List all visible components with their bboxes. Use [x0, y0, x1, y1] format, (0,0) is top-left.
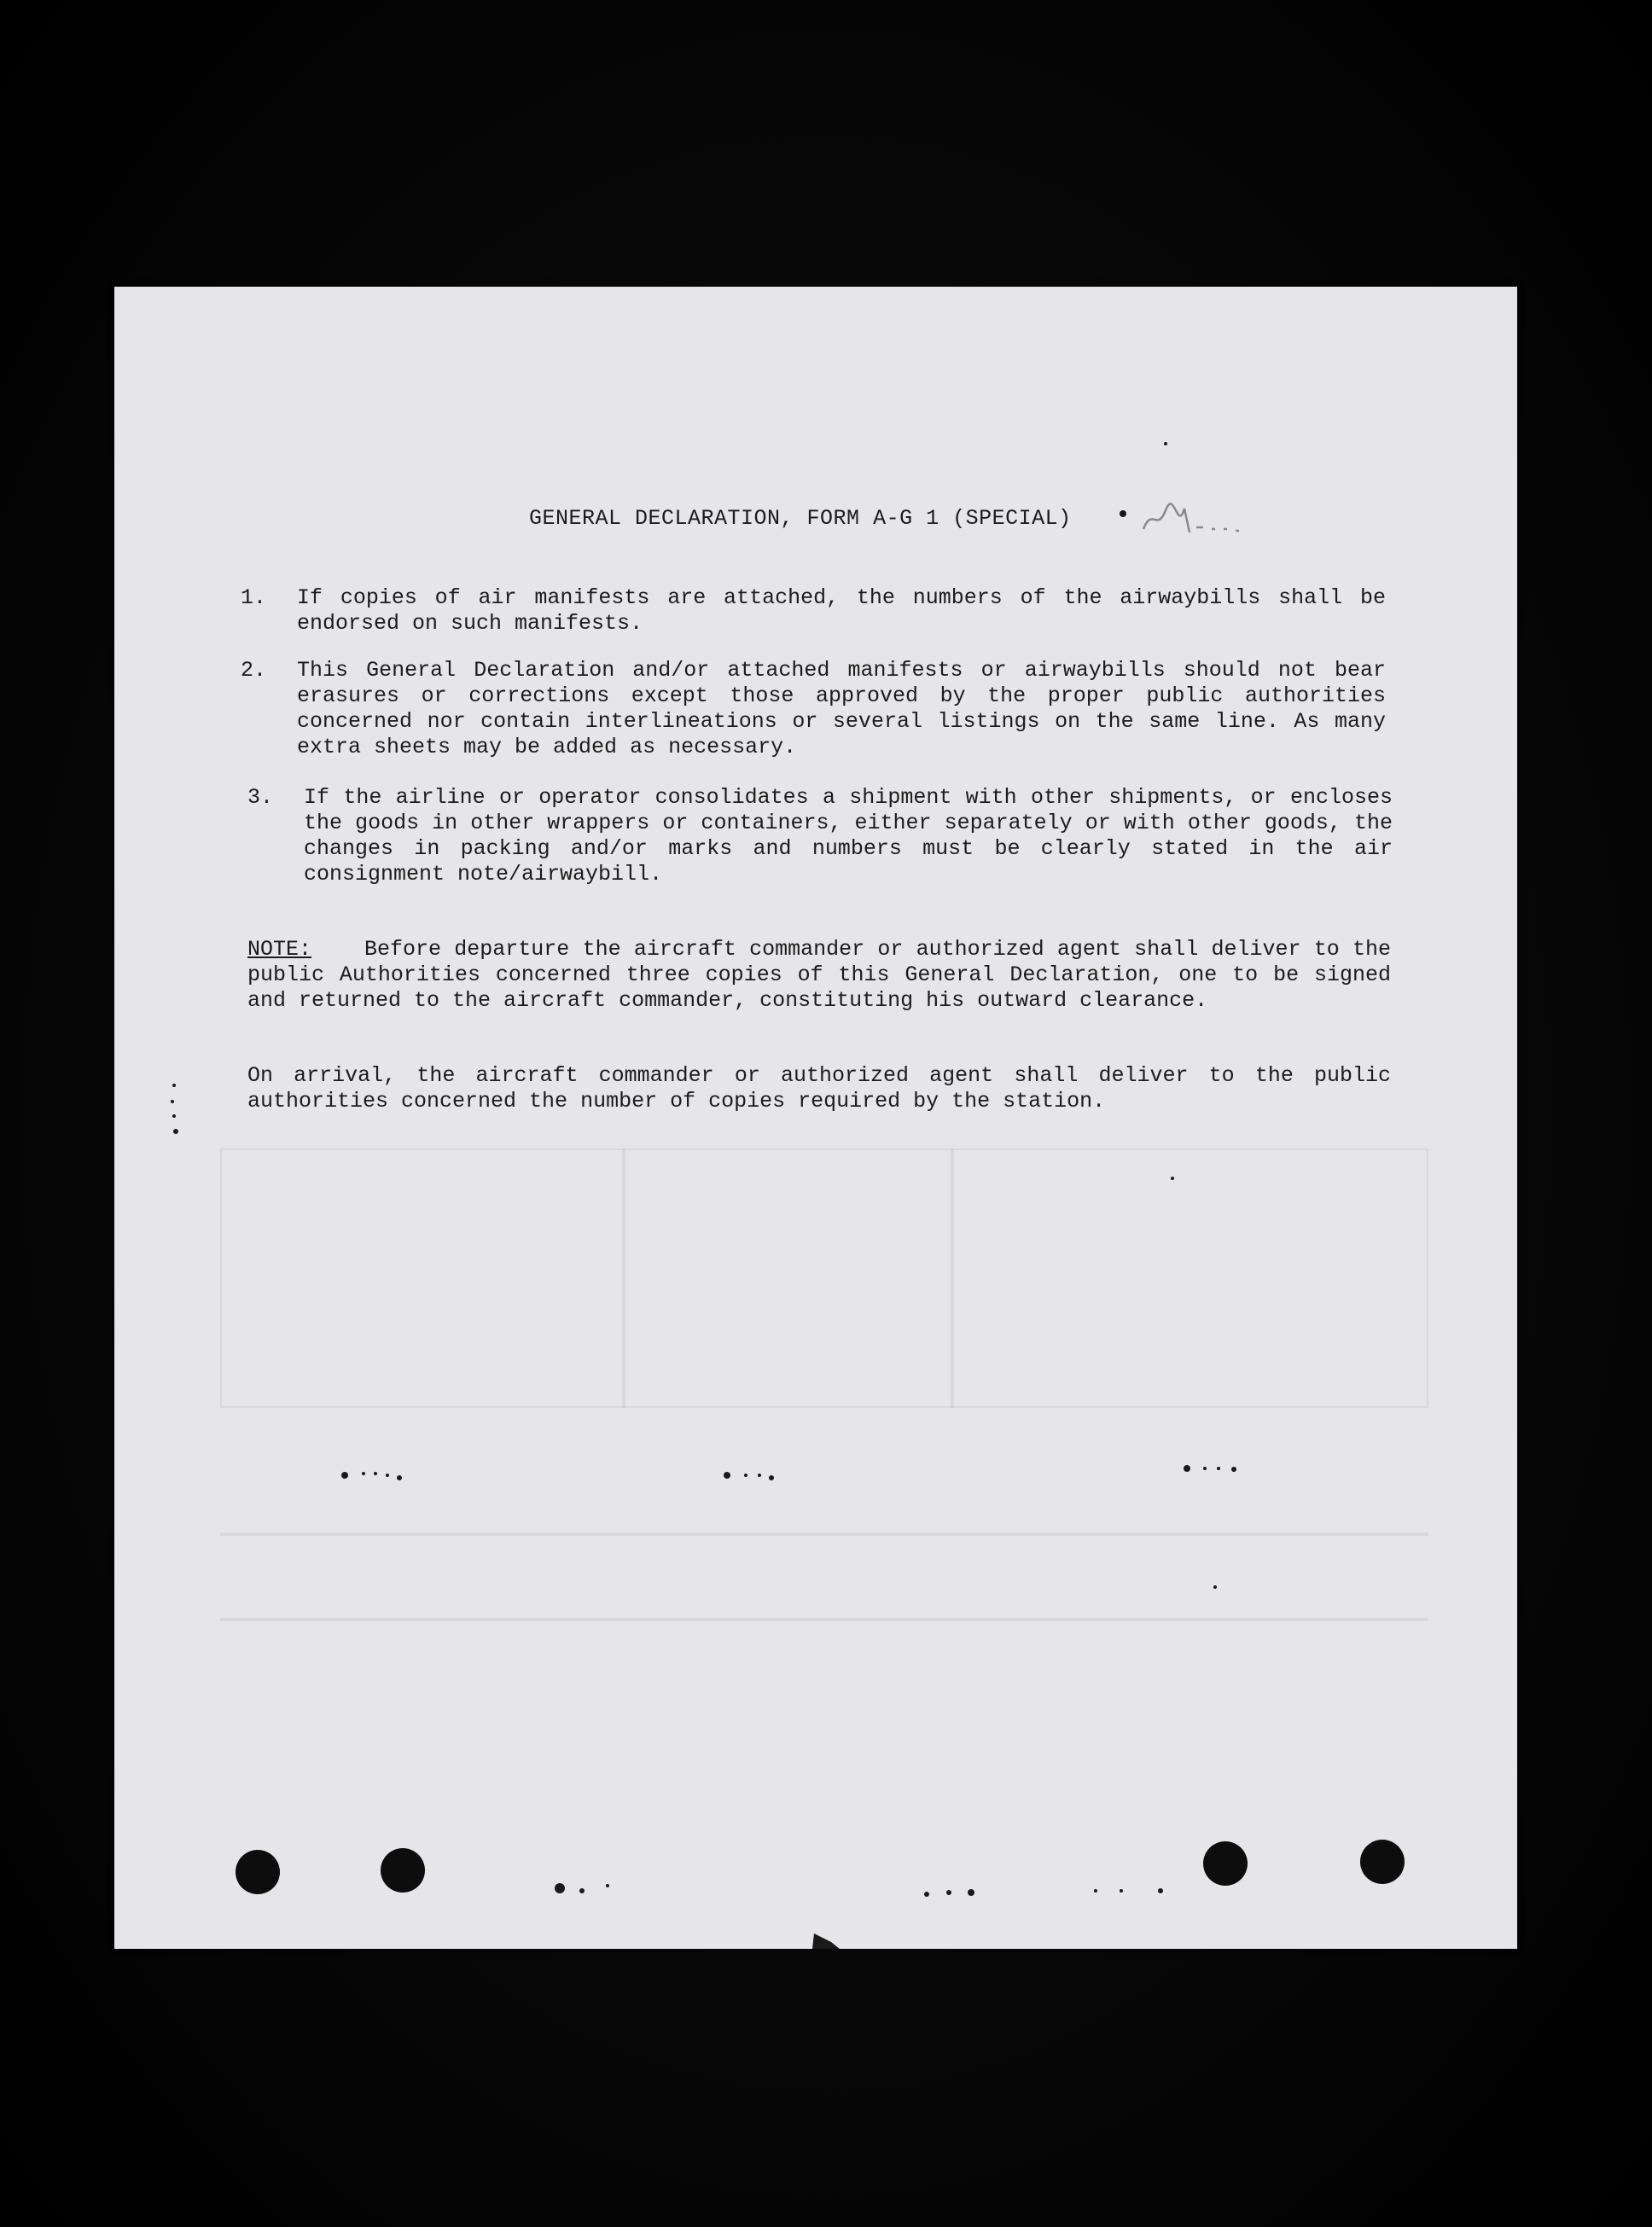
item-number: 2.	[241, 658, 267, 683]
item-number: 3.	[247, 785, 274, 810]
item-text: This General Declaration and/or attached manifests or airwaybills should not bear erasures or corrections except those approved by the proper public authorities concerned nor contain interlineations or several listings on the same line. As many extra sheets may be added as necessary.	[297, 658, 1386, 759]
scan-specks	[114, 287, 1517, 1949]
punch-hole	[1203, 1841, 1248, 1886]
document-page	[114, 287, 1517, 1949]
arrival-paragraph: On arrival, the aircraft commander or authorized agent shall deliver to the public authorities concerned the number of copies required by the station.	[247, 1063, 1391, 1114]
punch-hole	[381, 1848, 425, 1893]
item-text: If the airline or operator consolidates a shipment with other shipments, or encloses the goods in other wrappers or containers, either separately or with other goods, the changes in packing and/or marks and numbers must be clearly stated in the air consignment note/airwaybill.	[304, 785, 1393, 887]
item-text: If copies of air manifests are attached, the numbers of the airwaybills shall be endorsed on such manifests.	[297, 585, 1386, 636]
punch-hole	[1360, 1840, 1405, 1884]
page-title: GENERAL DECLARATION, FORM A-G 1 (SPECIAL)	[529, 506, 1072, 531]
punch-hole	[236, 1850, 280, 1894]
item-number: 1.	[241, 585, 267, 610]
note-text: Before departure the aircraft commander or authorized agent shall deliver to the public Authorities concerned three copies of this General Declaration, one to be signed and returned to the aircraft commander, constituting his outward clearance.	[247, 937, 1391, 1013]
note-label: NOTE:	[247, 937, 312, 962]
